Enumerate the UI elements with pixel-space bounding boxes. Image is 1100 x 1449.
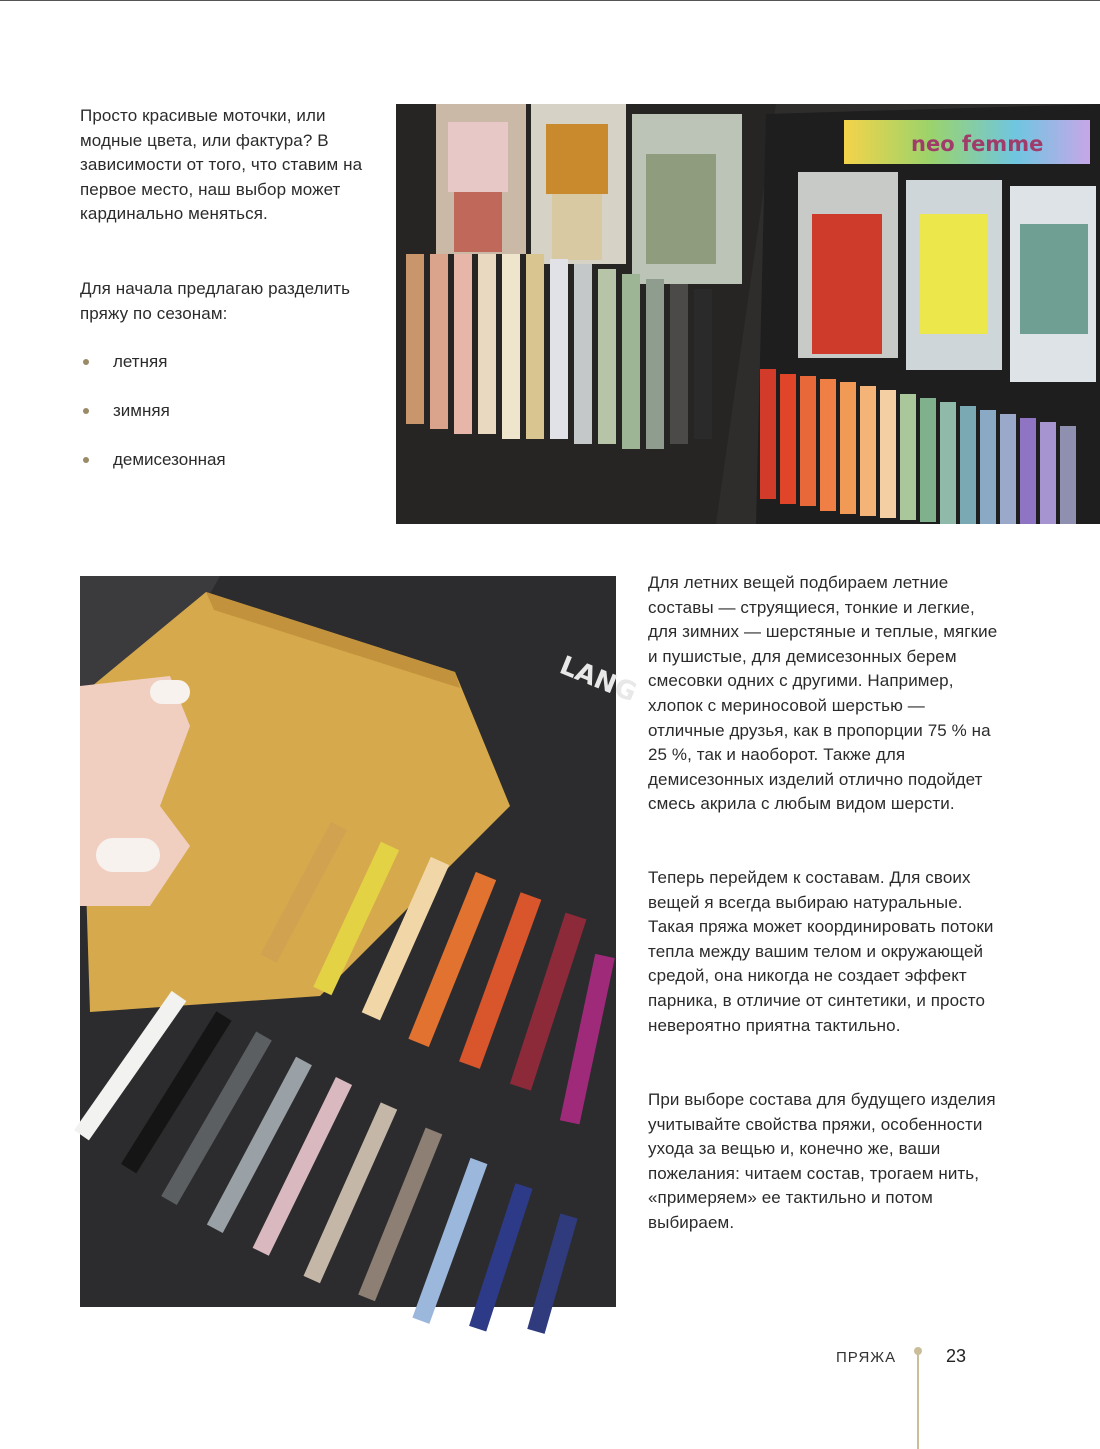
season-label: зимняя xyxy=(113,401,170,420)
list-item xyxy=(80,350,380,399)
seasons-list xyxy=(80,350,380,497)
list-item xyxy=(80,399,380,448)
top-rule xyxy=(0,0,1100,1)
composition-paragraph-3: При выборе состава для будущего изделия учитывайте свойства пряжи, особенности ухода за вещью и, конечно же, ваши пожелания: читаем состав, трогаем нить, «примеряем» ее тактильно и потом выбираем. xyxy=(648,1090,996,1232)
season-label: летняя xyxy=(113,352,168,371)
intro-paragraph: Просто красивые моточки, или модные цвета, или фактура? В зависимости от того, что ставим на первое место, наш выбор может кардинально меняться. xyxy=(80,106,363,224)
composition-paragraph-1: Для летних вещей подбираем летние составы — струящиеся, тонкие и легкие, для зимних — шерстяные и теплые, мягкие и пушистые, для демисезонных берем смесовки одних с другими. Например, хлопок с мериносовой шерстью — отличные друзья, как в пропорции 75 % на 25 %, так и наоборот. Также для демисезонных изделий отлично подойдет смесь акрила с любым видом шерсти. xyxy=(648,573,998,814)
bullet-icon xyxy=(83,359,89,365)
yarn-swatch-illustration xyxy=(80,576,641,1307)
composition-paragraph-2: Теперь перейдем к составам. Для своих вещей я всегда выбираю натуральные. Такая пряжа может координировать потоки тепла между вашим телом и окружающей средой, она никогда не создает эффект парника, в отличие от синтетики, и просто невероятно приятна тактильно. xyxy=(648,868,994,1035)
footer-dot-icon xyxy=(914,1347,922,1355)
yarn-swatch-photo xyxy=(80,576,641,1307)
footer-divider xyxy=(917,1354,919,1449)
footer-section-label: ПРЯЖА xyxy=(836,1349,897,1366)
bullet-icon xyxy=(83,457,89,463)
page-number: 23 xyxy=(946,1346,967,1366)
seasons-intro-paragraph: Для начала предлагаю разделить пряжу по сезонам: xyxy=(80,279,351,323)
yarn-catalogue-photo xyxy=(396,104,1100,524)
yarn-catalogue-illustration xyxy=(396,104,1100,524)
neo-femme-sign: neo femme xyxy=(911,132,1044,156)
lang-card-label: LANG xyxy=(555,650,641,709)
bullet-icon xyxy=(83,408,89,414)
season-label: демисезонная xyxy=(113,450,226,469)
list-item xyxy=(80,448,380,497)
